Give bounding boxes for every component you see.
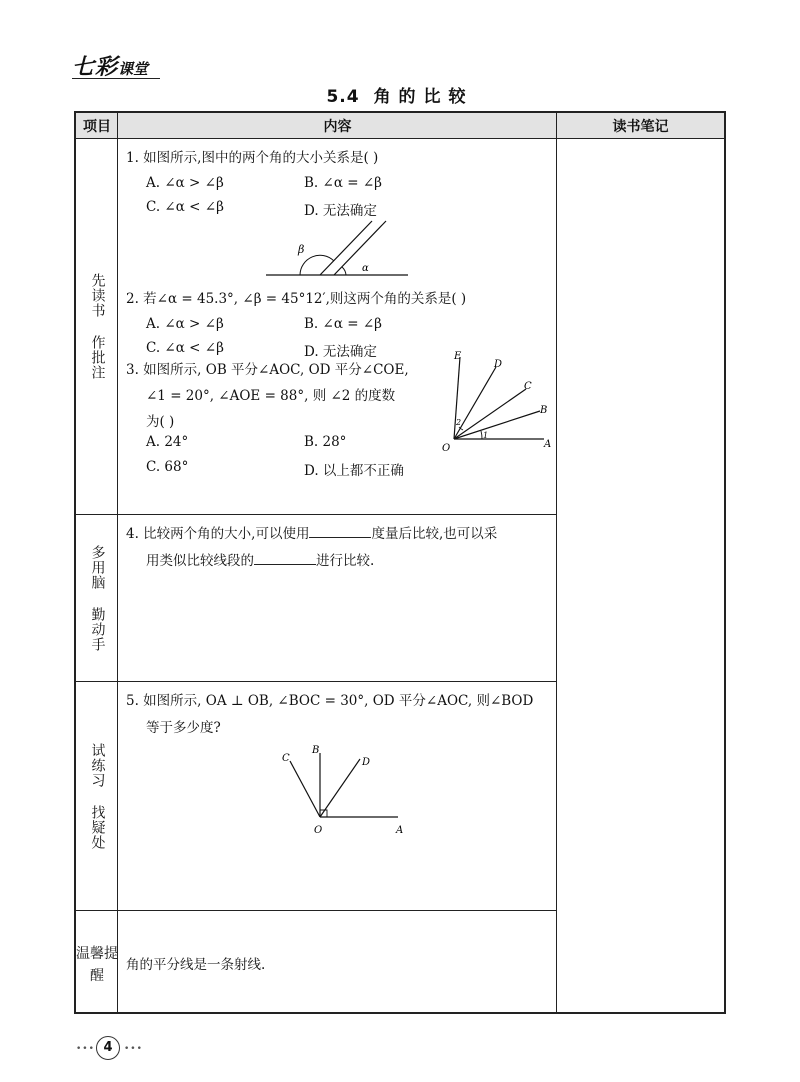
brand-subtitle: 课堂 [118, 60, 149, 78]
figure-1-label-beta: β [298, 243, 305, 256]
header-content: 内容 [118, 113, 557, 139]
question-2-option-d: D. 无法确定 [304, 344, 377, 360]
section-label-read: 先读书 作批注 [89, 273, 106, 380]
section-number: 5.4 [326, 87, 360, 107]
question-1-option-c: C. ∠α < ∠β [146, 199, 224, 215]
header-item: 项目 [76, 113, 118, 139]
question-3-figure [440, 349, 554, 453]
question-1-stem: 1. 如图所示,图中的两个角的大小关系是( ) [126, 150, 379, 166]
notes-area[interactable] [558, 140, 724, 1012]
question-2-option-c: C. ∠α < ∠β [146, 340, 224, 356]
question-1-option-a: A. ∠α > ∠β [146, 175, 224, 191]
question-4-part-4: 进行比较. [316, 553, 375, 569]
question-3-line-3: 为( ) [146, 414, 175, 430]
figure-5-label-d: D [362, 757, 371, 768]
row-divider [76, 681, 557, 682]
question-3-option-c: C. 68° [146, 459, 189, 475]
figure-3-label-o: O [442, 443, 451, 453]
row-divider [76, 910, 557, 911]
brand-logo [72, 50, 148, 81]
question-5-figure [272, 741, 412, 837]
question-3-option-d: D. 以上都不正确 [304, 463, 404, 479]
section-label-tip: 温馨提醒 [76, 946, 118, 984]
figure-5-label-a: A [396, 825, 404, 836]
page-dots-right: ••• [124, 1044, 143, 1054]
page-dots-left: ••• [76, 1044, 95, 1054]
question-4-line-1 [126, 522, 497, 546]
figure-3-label-e: E [454, 351, 462, 362]
question-3-option-a: A. 24° [146, 434, 189, 450]
question-1-option-d: D. 无法确定 [304, 203, 377, 219]
question-1-figure [262, 217, 412, 279]
question-4-part-2: 度量后比较,也可以采 [371, 526, 498, 542]
column-divider [556, 113, 557, 1012]
section-title: 角的比较 [373, 87, 474, 107]
page-title [0, 82, 800, 107]
figure-3-label-d: D [494, 359, 503, 370]
figure-5-label-b: B [312, 745, 320, 756]
brand-logo-text: 七彩 [72, 55, 119, 80]
question-4-part-3: 用类似比较线段的 [146, 553, 254, 569]
question-3-option-b: B. 28° [304, 434, 347, 450]
question-5-line-2: 等于多少度? [146, 720, 221, 736]
row-divider [76, 514, 557, 515]
question-5-line-1: 5. 如图所示, OA ⊥ OB, ∠BOC = 30°, OD 平分∠AOC, 则∠BOD [126, 693, 534, 709]
figure-3-label-c: C [524, 381, 532, 392]
section-label-practice: 试练习 找疑处 [89, 742, 106, 850]
question-1-option-b: B. ∠α = ∠β [304, 175, 382, 191]
question-4-part-1: 4. 比较两个角的大小,可以使用 [126, 526, 310, 542]
figure-3-label-2: 2 [456, 418, 462, 427]
tip-text: 角的平分线是一条射线. [126, 957, 266, 973]
question-4-line-2 [146, 549, 374, 573]
page-number: 4 [96, 1036, 120, 1060]
answer-blank-1[interactable] [309, 523, 371, 538]
figure-5-label-o: O [314, 825, 323, 836]
question-3-line-1: 3. 如图所示, OB 平分∠AOC, OD 平分∠COE, [126, 362, 409, 378]
section-label-think: 多用脑 勤动手 [89, 544, 106, 652]
figure-3-label-1: 1 [483, 431, 489, 440]
figure-3-label-a: A [544, 439, 552, 450]
question-2-stem: 2. 若∠α = 45.3°, ∠β = 45°12′,则这两个角的关系是( ) [126, 291, 467, 307]
answer-blank-2[interactable] [254, 550, 316, 565]
figure-1-label-alpha: α [362, 263, 369, 274]
figure-5-label-c: C [282, 753, 290, 764]
brand-underline [72, 78, 160, 79]
question-3-line-2: ∠1 = 20°, ∠AOE = 88°, 则 ∠2 的度数 [146, 388, 396, 404]
header-notes: 读书笔记 [557, 113, 724, 139]
figure-3-label-b: B [540, 405, 548, 416]
worksheet-table [74, 111, 726, 1014]
question-2-option-b: B. ∠α = ∠β [304, 316, 382, 332]
question-2-option-a: A. ∠α > ∠β [146, 316, 224, 332]
